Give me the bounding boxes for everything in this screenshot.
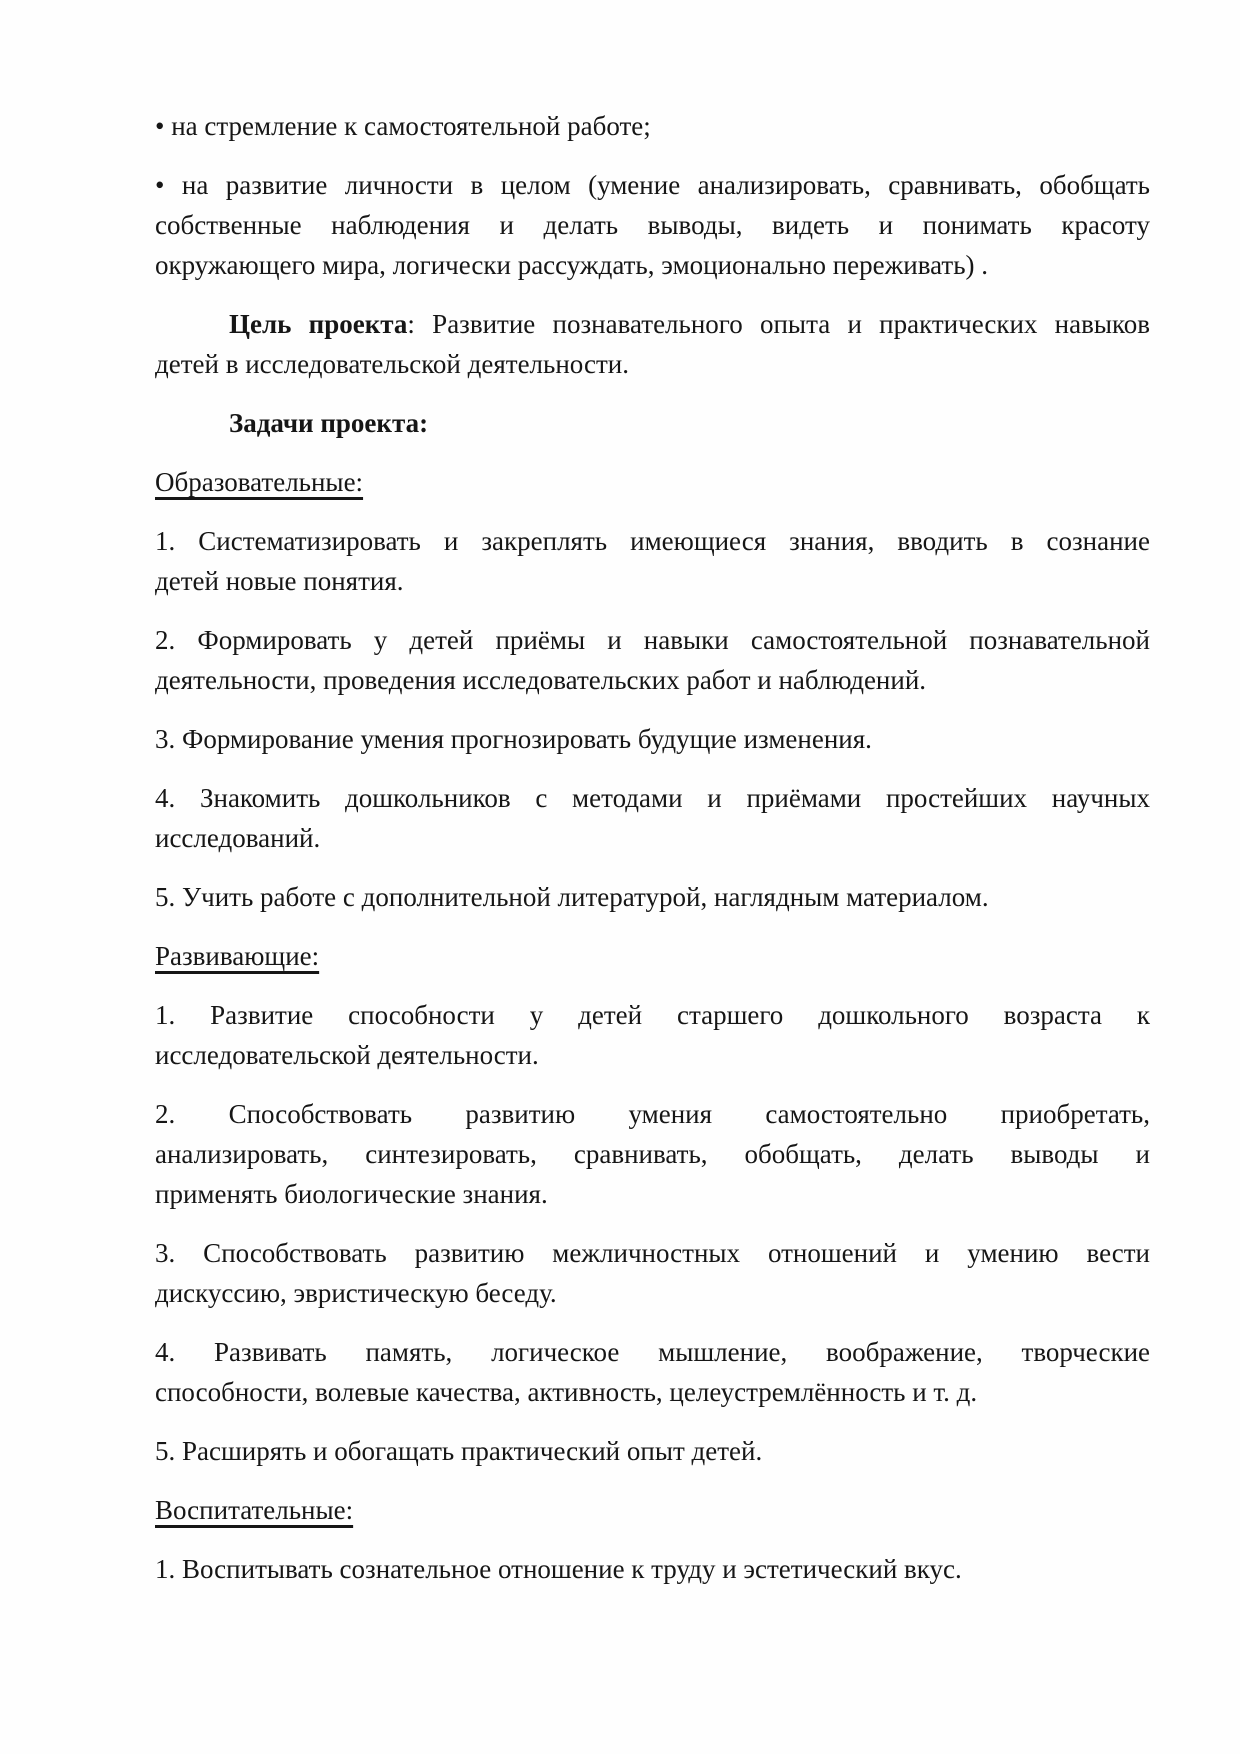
text-line: • на стремление к самостоятельной работе; bbox=[155, 111, 651, 141]
text-line: исследовательской деятельности. bbox=[155, 1040, 539, 1070]
project-tasks-heading bbox=[155, 403, 1150, 443]
bold-text: Цель проекта bbox=[229, 309, 408, 339]
educational-task-1 bbox=[155, 521, 1150, 601]
text-line bbox=[155, 304, 1150, 344]
text-line bbox=[155, 1490, 1150, 1530]
project-goal bbox=[155, 304, 1150, 384]
underlined-heading: Воспитательные: bbox=[155, 1495, 354, 1525]
text-segment: : Развитие познавательного опыта и практических навыков bbox=[407, 309, 1150, 339]
text-line: анализировать, синтезировать, сравнивать, обобщать, делать выводы и bbox=[155, 1139, 1150, 1169]
section-heading-upbringing bbox=[155, 1490, 1150, 1530]
text-line: 3. Способствовать развитию межличностных отношений и умению вести bbox=[155, 1238, 1150, 1268]
educational-task-2 bbox=[155, 620, 1150, 700]
bullet-independent-work bbox=[155, 106, 1150, 146]
underlined-heading: Образовательные: bbox=[155, 467, 364, 497]
text-line: 2. Формировать у детей приёмы и навыки самостоятельной познавательной bbox=[155, 625, 1150, 655]
text-line: 4. Знакомить дошкольников с методами и приёмами простейших научных bbox=[155, 783, 1150, 813]
text-line: исследований. bbox=[155, 823, 321, 853]
text-line: 2. Способствовать развитию умения самостоятельно приобретать, bbox=[155, 1099, 1150, 1129]
developmental-task-3 bbox=[155, 1233, 1150, 1313]
educational-task-3 bbox=[155, 719, 1150, 759]
bullet-personality-development bbox=[155, 165, 1150, 285]
text-line: дискуссию, эвристическую беседу. bbox=[155, 1278, 557, 1308]
text-line: 1. Систематизировать и закреплять имеющиеся знания, вводить в сознание bbox=[155, 526, 1150, 556]
text-line: детей в исследовательской деятельности. bbox=[155, 349, 629, 379]
upbringing-task-1 bbox=[155, 1549, 1150, 1589]
text-line: собственные наблюдения и делать выводы, видеть и понимать красоту bbox=[155, 210, 1150, 240]
text-line: окружающего мира, логически рассуждать, эмоционально переживать) . bbox=[155, 250, 989, 280]
developmental-task-4 bbox=[155, 1332, 1150, 1412]
educational-task-5 bbox=[155, 877, 1150, 917]
developmental-task-5 bbox=[155, 1431, 1150, 1471]
text-line: 3. Формирование умения прогнозировать будущие изменения. bbox=[155, 724, 872, 754]
text-line: • на развитие личности в целом (умение анализировать, сравнивать, обобщать bbox=[155, 170, 1150, 200]
section-heading-educational bbox=[155, 462, 1150, 502]
developmental-task-1 bbox=[155, 995, 1150, 1075]
bold-text: Задачи проекта: bbox=[229, 408, 429, 438]
text-line: 1. Воспитывать сознательное отношение к труду и эстетический вкус. bbox=[155, 1554, 962, 1584]
text-line: деятельности, проведения исследовательских работ и наблюдений. bbox=[155, 665, 927, 695]
educational-task-4 bbox=[155, 778, 1150, 858]
underlined-heading: Развивающие: bbox=[155, 941, 320, 971]
text-line bbox=[155, 936, 1150, 976]
text-line: 1. Развитие способности у детей старшего дошкольного возраста к bbox=[155, 1000, 1150, 1030]
text-line bbox=[155, 403, 1150, 443]
text-line: применять биологические знания. bbox=[155, 1179, 548, 1209]
text-line: 5. Расширять и обогащать практический опыт детей. bbox=[155, 1436, 763, 1466]
text-line: 5. Учить работе с дополнительной литературой, наглядным материалом. bbox=[155, 882, 989, 912]
text-line: 4. Развивать память, логическое мышление, воображение, творческие bbox=[155, 1337, 1150, 1367]
text-line: способности, волевые качества, активность, целеустремлённость и т. д. bbox=[155, 1377, 978, 1407]
developmental-task-2 bbox=[155, 1094, 1150, 1214]
text-line bbox=[155, 462, 1150, 502]
text-line: детей новые понятия. bbox=[155, 566, 404, 596]
section-heading-developmental bbox=[155, 936, 1150, 976]
